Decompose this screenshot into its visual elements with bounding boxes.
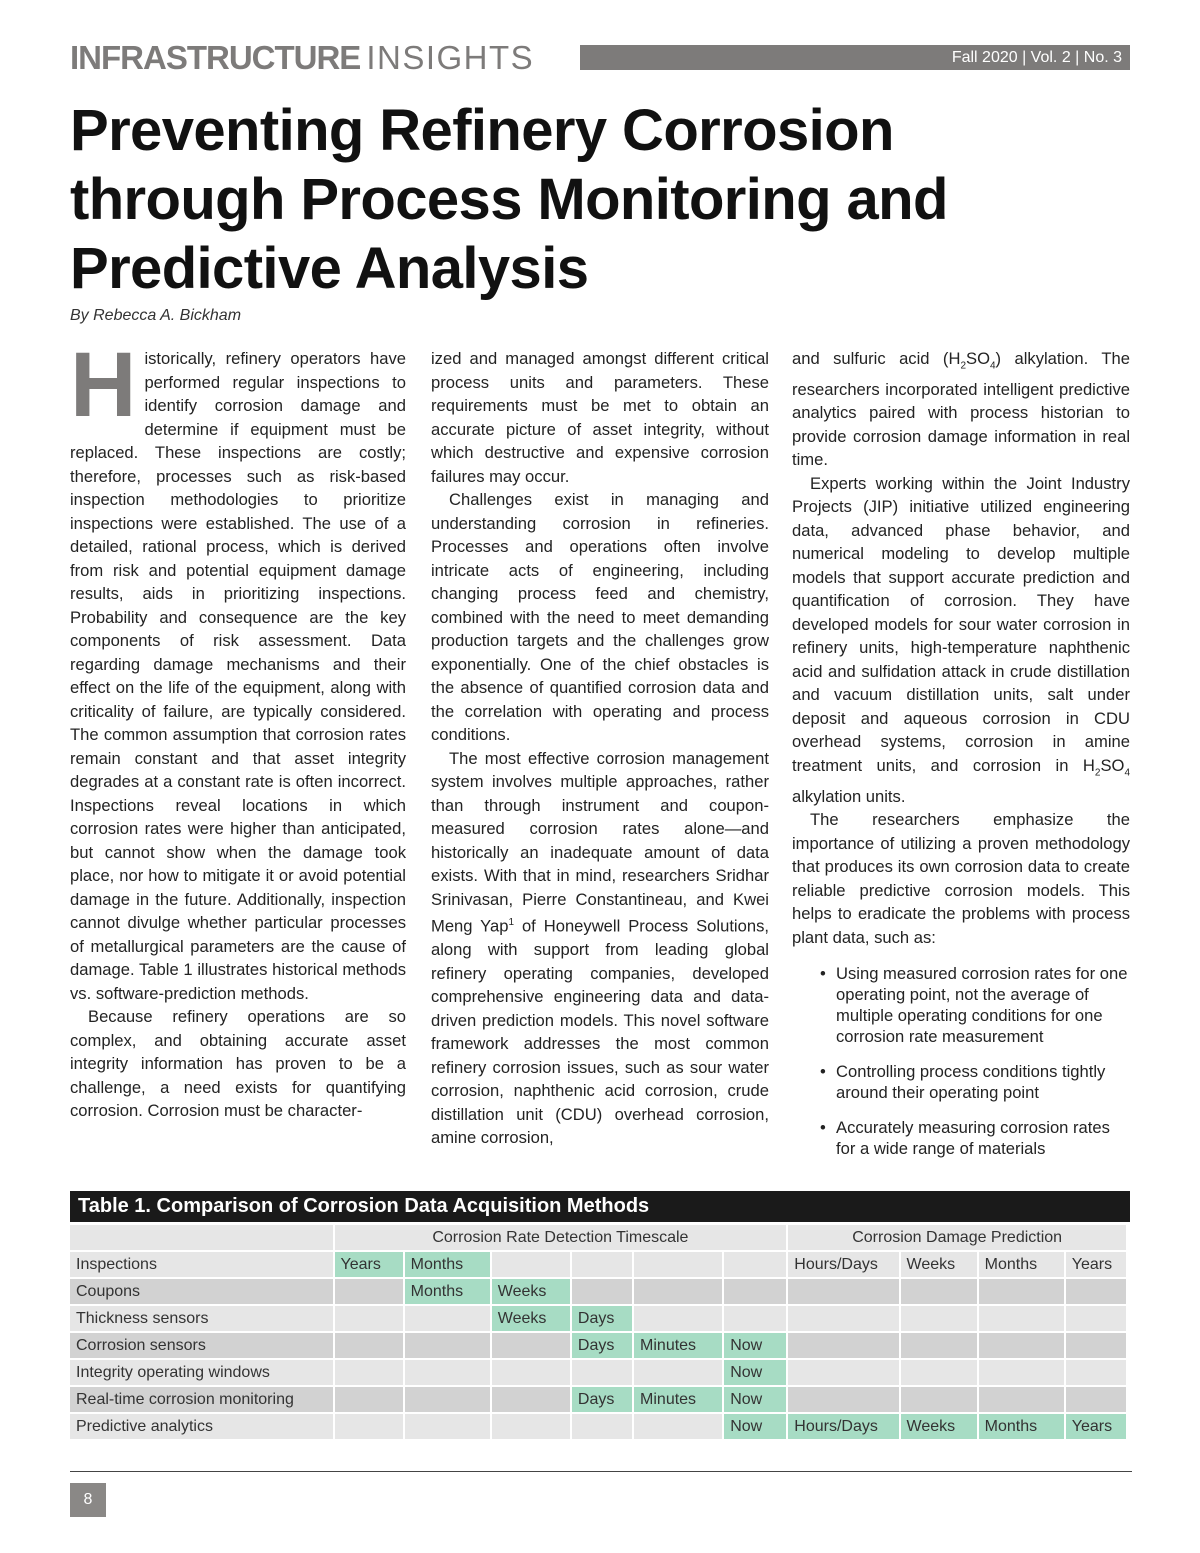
paragraph: Challenges exist in managing and understanding corrosion in refineries. Processes and operations often involve intricate acts of engineering, including changing process feed and chemistry, combined with the need to meet demanding production targets and the challenges grow exponentially. One of the chief obstacles is the absence of quantified corrosion data and the correlation with operating and process conditions. <box>431 490 769 744</box>
table-title: Table 1. Comparison of Corrosion Data Acquisition Methods <box>78 1195 650 1217</box>
table-row <box>70 1387 1126 1412</box>
table-cell <box>979 1333 1064 1358</box>
table-row <box>70 1360 1126 1385</box>
footnote-ref: 1 <box>508 917 515 928</box>
table-row <box>70 1279 1126 1304</box>
table-cell: Days <box>572 1333 632 1358</box>
table-cell <box>634 1279 722 1304</box>
table-row <box>70 1252 1126 1277</box>
table-cell <box>979 1387 1064 1412</box>
byline: By Rebecca A. Bickham <box>70 307 242 324</box>
table-header-row <box>70 1225 1126 1250</box>
paragraph-text: SO <box>1100 755 1125 775</box>
paragraph-text: SO <box>966 349 990 368</box>
table-cell <box>788 1387 898 1412</box>
bullet-icon: • <box>820 1118 826 1138</box>
table-cell: Months <box>979 1414 1064 1439</box>
paragraph <box>431 747 769 1150</box>
list-item <box>792 963 1130 1047</box>
table-cell <box>1066 1360 1126 1385</box>
table-cell <box>335 1306 403 1331</box>
table-cell <box>979 1306 1064 1331</box>
paragraph-text: istorically, refinery operators have performed regular inspections to identify corrosion damage and determine if equipment must be replaced. These inspections are costly; therefore, processes such as risk-based inspection methodologies to prioritize inspections were established. The use of a detailed, rational process, which is derived from risk and potential equipment damage results, aids in prioritizing inspections. Probability and consequence are the key components of risk assessment. Data regarding damage mechanisms and their effect on the life of the equipment, along with criticality of failure, are typically considered. The common assumption that corrosion rates remain constant and that asset integrity degrades at a constant rate is often incorrect. Inspections reveal locations in which corrosion rates were higher than anticipated, but cannot show when the damage took place, nor how to mitigate it or avoid potential damage in the future. Additionally, inspection cannot divulge whether particular processes of metallurgical parameters are the cause of damage. Table 1 illustrates historical methods vs. software-prediction methods. <box>70 349 406 1003</box>
paragraph-text: ) alkylation. The researchers incorporated intelligent predictive analytics paired with process historian to provide corrosion damage information in real time. <box>792 349 1130 470</box>
table-cell <box>572 1414 632 1439</box>
table-cell <box>1066 1387 1126 1412</box>
table-group-header: Corrosion Rate Detection Timescale <box>335 1225 787 1250</box>
paragraph <box>792 347 1130 472</box>
table-cell <box>634 1414 722 1439</box>
table-cell: Weeks <box>901 1414 977 1439</box>
issue-bar <box>580 45 1130 70</box>
table-cell <box>492 1252 570 1277</box>
issue-info: Fall 2020 | Vol. 2 | No. 3 <box>951 49 1122 66</box>
table-cell: Days <box>572 1306 632 1331</box>
list-item <box>792 1117 1130 1159</box>
table-cell <box>634 1360 722 1385</box>
article-column-3 <box>792 347 1130 1173</box>
row-label: Corrosion sensors <box>70 1333 333 1358</box>
table-cell <box>1066 1333 1126 1358</box>
list-item <box>792 1061 1130 1103</box>
paragraph <box>70 334 406 1005</box>
table-cell <box>572 1252 632 1277</box>
subscript: 4 <box>989 360 996 372</box>
paragraph-text: Experts working within the Joint Industry Projects (JIP) initiative utilized engineering data, advanced phase behavior, and numerical modeling to develop multiple models that support accurate prediction and quantification of corrosion. They have developed models for sour water corrosion in refinery units, high-temperature naphthenic acid and sulfidation attack in crude distillation and vacuum distillation units, salt under deposit and aqueous corrosion in CDU overhead systems, corrosion in amine treatment units, and corrosion in H <box>792 473 1130 775</box>
paragraph: Because refinery operations are so complex, and obtaining accurate asset integrity information has proven to be a challenge, a need exists for quantifying corrosion. Corrosion must be character- <box>70 1007 406 1120</box>
masthead <box>70 40 1130 76</box>
paragraph-text: The most effective corrosion management system involves multiple approaches, rather than through instrument and coupon-measured corrosion rates alone—and historically an inadequate amount of data exists. With that in mind, researchers Sridhar Srinivasan, Pierre Constantineau, and Kwei Meng Yap <box>431 748 769 936</box>
table-cell: Days <box>572 1387 632 1412</box>
table-cell: Now <box>724 1414 786 1439</box>
subscript: 4 <box>1124 767 1130 779</box>
paragraph: ized and managed amongst different critical process units and parameters. These requirements must be met to obtain an accurate picture of asset integrity, without which destructive and expensive corrosion failures may occur. <box>431 349 769 486</box>
table-cell <box>492 1360 570 1385</box>
table-cell <box>979 1360 1064 1385</box>
table-cell <box>405 1414 490 1439</box>
title-line: Predictive Analysis <box>70 236 589 301</box>
paragraph-text: and sulfuric acid (H <box>792 349 961 368</box>
bullet-list <box>792 963 1130 1159</box>
table-cell <box>724 1306 786 1331</box>
table-cell: Minutes <box>634 1387 722 1412</box>
table-cell <box>1066 1306 1126 1331</box>
list-item-text: Accurately measuring corrosion rates for a wide range of materials <box>836 1118 1110 1159</box>
table-cell <box>335 1414 403 1439</box>
table-cell: Minutes <box>634 1333 722 1358</box>
comparison-table <box>68 1223 1128 1441</box>
title-line: through Process Monitoring and <box>70 167 948 232</box>
table-title-bar <box>70 1191 1130 1222</box>
table-group-header: Corrosion Damage Prediction <box>788 1225 1126 1250</box>
table-cell <box>492 1414 570 1439</box>
table-cell <box>405 1387 490 1412</box>
table-cell <box>572 1360 632 1385</box>
table-cell <box>901 1387 977 1412</box>
table-cell: Weeks <box>492 1279 570 1304</box>
table-cell <box>979 1279 1064 1304</box>
table-cell: Hours/Days <box>788 1414 898 1439</box>
table-cell <box>492 1387 570 1412</box>
table-cell <box>405 1306 490 1331</box>
table-cell <box>788 1306 898 1331</box>
table-row <box>70 1306 1126 1331</box>
table-cell <box>335 1387 403 1412</box>
table-cell: Now <box>724 1333 786 1358</box>
list-item-text: Controlling process conditions tightly around their operating point <box>836 1062 1106 1103</box>
table-cell: Now <box>724 1387 786 1412</box>
brand-word-infrastructure: INFRASTRUCTURE <box>70 39 361 76</box>
table-cell <box>634 1306 722 1331</box>
publication-logo <box>70 40 534 76</box>
table-cell <box>901 1306 977 1331</box>
table-header-empty <box>70 1225 333 1250</box>
footer-rule <box>70 1471 1132 1472</box>
table-cell: Years <box>1066 1414 1126 1439</box>
bullet-icon: • <box>820 1062 826 1082</box>
table-cell: Hours/Days <box>788 1252 898 1277</box>
row-label: Coupons <box>70 1279 333 1304</box>
table-cell <box>788 1279 898 1304</box>
list-item-text: Using measured corrosion rates for one operating point, not the average of multiple operating conditions for one corrosion rate measurement <box>836 964 1128 1047</box>
paragraph-text: alkylation units. <box>792 786 906 806</box>
table-cell: Years <box>335 1252 403 1277</box>
table-cell <box>724 1252 786 1277</box>
table-cell <box>1066 1279 1126 1304</box>
table-cell: Years <box>1066 1252 1126 1277</box>
row-label: Real-time corrosion monitoring <box>70 1387 333 1412</box>
table-cell: Now <box>724 1360 786 1385</box>
table-cell: Months <box>405 1252 490 1277</box>
table-cell <box>634 1252 722 1277</box>
table-cell <box>788 1360 898 1385</box>
table-row <box>70 1414 1126 1439</box>
table-cell <box>724 1279 786 1304</box>
table-cell: Weeks <box>901 1252 977 1277</box>
table-cell <box>901 1333 977 1358</box>
brand-word-insights: INSIGHTS <box>366 39 535 76</box>
table-cell <box>788 1333 898 1358</box>
table-row <box>70 1333 1126 1358</box>
table-cell: Months <box>405 1279 490 1304</box>
article-column-2 <box>431 347 769 1150</box>
table-cell <box>901 1360 977 1385</box>
row-label: Predictive analytics <box>70 1414 333 1439</box>
title-line: Preventing Refinery Corrosion <box>70 98 894 163</box>
bullet-icon: • <box>820 964 826 984</box>
table-cell <box>572 1279 632 1304</box>
subscript: 2 <box>1094 767 1101 779</box>
table-cell <box>335 1360 403 1385</box>
paragraph <box>792 472 1130 808</box>
paragraph: The researchers emphasize the importance of utilizing a proven methodology that produces its own corrosion data to create reliable predictive corrosion models. This helps to eradicate the problems with process plant data, such as: <box>792 810 1130 947</box>
dropcap: H <box>70 334 137 436</box>
paragraph-text: of Honeywell Process Solutions, along with support from leading global refinery operating companies, developed comprehensive engineering data and data-driven prediction models. This novel software framework addresses the most common refinery corrosion issues, such as sour water corrosion, naphthenic acid corrosion, crude distillation unit (CDU) overhead corrosion, amine corrosion, <box>431 916 769 1148</box>
table-cell: Weeks <box>492 1306 570 1331</box>
page-number: 8 <box>70 1483 106 1517</box>
table-cell <box>901 1279 977 1304</box>
article-column-1 <box>70 334 406 1123</box>
row-label: Integrity operating windows <box>70 1360 333 1385</box>
table-cell <box>405 1333 490 1358</box>
table-cell <box>335 1279 403 1304</box>
row-label: Inspections <box>70 1252 333 1277</box>
row-label: Thickness sensors <box>70 1306 333 1331</box>
table-cell: Months <box>979 1252 1064 1277</box>
table-cell <box>405 1360 490 1385</box>
table-cell <box>335 1333 403 1358</box>
subscript: 2 <box>960 360 966 372</box>
article-title <box>70 96 1070 303</box>
table-cell <box>492 1333 570 1358</box>
